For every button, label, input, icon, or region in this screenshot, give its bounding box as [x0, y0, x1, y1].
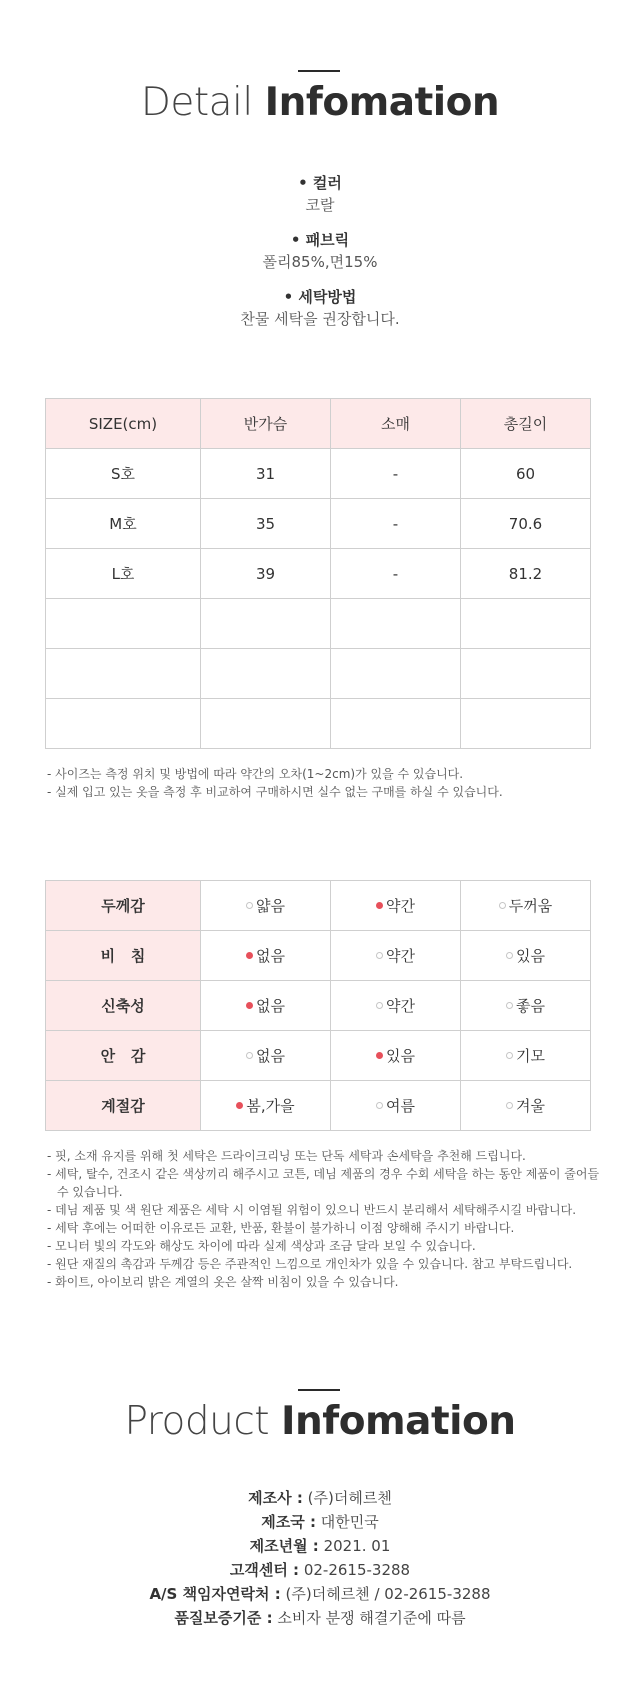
title-bold-part: Infomation: [280, 1399, 516, 1444]
table-row: [46, 699, 591, 749]
sleeve-cell: [331, 649, 461, 699]
spec-color: [0, 172, 640, 216]
indicator-dot: [246, 952, 253, 959]
feel-option-text: 약간: [386, 997, 415, 1015]
info-label: 제조국 :: [261, 1513, 316, 1531]
feel-option: [331, 1031, 461, 1081]
length-cell: [461, 649, 591, 699]
sleeve-cell: -: [331, 549, 461, 599]
sleeve-cell: [331, 699, 461, 749]
feel-option-text: 두꺼움: [508, 897, 553, 915]
info-value: 2021. 01: [323, 1537, 391, 1555]
length-cell: 70.6: [461, 499, 591, 549]
feel-row-season: [46, 1081, 591, 1131]
table-row: [46, 549, 591, 599]
feel-row-label: 안 감: [46, 1031, 201, 1081]
feel-option-text: 약간: [386, 947, 415, 965]
spec-label: • 패브릭: [290, 231, 350, 249]
feel-option: [461, 881, 591, 931]
care-notes: [47, 1147, 607, 1291]
chest-cell: 39: [201, 549, 331, 599]
product-info-row: [0, 1582, 640, 1606]
chest-cell: 35: [201, 499, 331, 549]
length-cell: [461, 599, 591, 649]
product-info-row: [0, 1510, 640, 1534]
feel-row-label: 신축성: [46, 981, 201, 1031]
sleeve-column-header: 소매: [331, 399, 461, 449]
size-table-header-row: [46, 399, 591, 449]
product-info-row: [0, 1558, 640, 1582]
product-information-title: [0, 1399, 640, 1444]
indicator-dot: [246, 1002, 253, 1009]
feel-row-lining: [46, 1031, 591, 1081]
feel-option-text: 겨울: [516, 1097, 545, 1115]
feel-option: [331, 881, 461, 931]
info-value: 대한민국: [320, 1513, 379, 1531]
product-info-row: [0, 1534, 640, 1558]
size-table: [45, 398, 591, 749]
indicator-dot: [236, 1102, 243, 1109]
chest-column-header: 반가슴: [201, 399, 331, 449]
product-info-row: [0, 1606, 640, 1630]
size-cell: [46, 649, 201, 699]
indicator-dot: [376, 1052, 383, 1059]
feel-option: [201, 931, 331, 981]
length-column-header: 총길이: [461, 399, 591, 449]
info-label: 제조년월 :: [249, 1537, 319, 1555]
chest-cell: [201, 599, 331, 649]
size-column-header: SIZE(cm): [46, 399, 201, 449]
detail-information-title: [0, 80, 640, 125]
size-cell: [46, 699, 201, 749]
note-line: - 사이즈는 측정 위치 및 방법에 따라 약간의 오차(1~2cm)가 있을 수 있습니다.: [47, 767, 464, 781]
feel-row-label: 계절감: [46, 1081, 201, 1131]
size-cell: S호: [46, 449, 201, 499]
feel-option: [201, 1031, 331, 1081]
feel-option-text: 약간: [386, 897, 415, 915]
feel-option: [201, 881, 331, 931]
section-divider-bar: [298, 1389, 340, 1391]
note-line: - 데님 제품 및 색 원단 제품은 세탁 시 이염될 위험이 있으니 반드시 분리해서 세탁해주시길 바랍니다.: [47, 1203, 577, 1217]
indicator-dot: [246, 1052, 253, 1059]
feel-option: [461, 931, 591, 981]
indicator-dot: [376, 1102, 383, 1109]
feel-row-label: 두께감: [46, 881, 201, 931]
info-value: 02-2615-3288: [303, 1561, 411, 1579]
indicator-dot: [376, 902, 383, 909]
spec-fabric: [0, 229, 640, 273]
indicator-dot: [506, 1102, 513, 1109]
feel-option-text: 봄,가을: [246, 1097, 295, 1115]
feel-option-text: 기모: [516, 1047, 545, 1065]
info-label: A/S 책임자연락처 :: [149, 1585, 281, 1603]
length-cell: [461, 699, 591, 749]
size-cell: L호: [46, 549, 201, 599]
product-info-row: [0, 1486, 640, 1510]
indicator-dot: [376, 1002, 383, 1009]
note-line: - 세탁 후에는 어떠한 이유로든 교환, 반품, 환불이 불가하니 이점 양해해 주시기 바랍니다.: [47, 1221, 515, 1235]
note-line: - 모니터 빛의 각도와 해상도 차이에 따라 실제 색상과 조금 달라 보일 수 있습니다.: [47, 1239, 476, 1253]
chest-cell: 31: [201, 449, 331, 499]
info-label: 고객센터 :: [229, 1561, 300, 1579]
length-cell: 81.2: [461, 549, 591, 599]
indicator-dot: [246, 902, 253, 909]
info-value: (주)더헤르첸: [307, 1489, 392, 1507]
size-cell: M호: [46, 499, 201, 549]
indicator-dot: [376, 952, 383, 959]
note-line: - 실제 입고 있는 옷을 측정 후 비교하여 구매하시면 실수 없는 구매를 하실 수 있습니다.: [47, 785, 503, 799]
info-value: (주)더헤르첸 / 02-2615-3288: [285, 1585, 491, 1603]
feel-row-sheerness: [46, 931, 591, 981]
feel-row-stretch: [46, 981, 591, 1031]
feel-option: [461, 1031, 591, 1081]
indicator-dot: [506, 952, 513, 959]
spec-value: 폴리85%,면15%: [262, 253, 378, 271]
feel-option: [201, 1081, 331, 1131]
section-divider-bar: [298, 70, 340, 72]
feel-option: [331, 1081, 461, 1131]
title-light-part: Product: [124, 1399, 270, 1444]
spec-value: 코랄: [305, 196, 335, 214]
note-line: - 세탁, 탈수, 건조시 같은 색상끼리 해주시고 코튼, 데님 제품의 경우 수회 세탁을 하는 동안 제품이 줄어들 수 있습니다.: [47, 1167, 600, 1199]
spec-washing: [0, 286, 640, 330]
feel-option-text: 좋음: [516, 997, 545, 1015]
note-line: - 원단 재질의 촉감과 두께감 등은 주관적인 느낌으로 개인차가 있을 수 있습니다. 참고 부탁드립니다.: [47, 1257, 573, 1271]
chest-cell: [201, 699, 331, 749]
feel-option: [461, 1081, 591, 1131]
feel-row-label: 비 침: [46, 931, 201, 981]
length-cell: 60: [461, 449, 591, 499]
feel-option-text: 있음: [386, 1047, 415, 1065]
feel-option-text: 얇음: [256, 897, 285, 915]
feel-option: [201, 981, 331, 1031]
spec-label: • 세탁방법: [283, 288, 357, 306]
sleeve-cell: -: [331, 449, 461, 499]
size-notes: [47, 765, 607, 801]
chest-cell: [201, 649, 331, 699]
fabric-feel-table: [45, 880, 591, 1131]
sleeve-cell: -: [331, 499, 461, 549]
feel-option: [331, 931, 461, 981]
feel-option-text: 없음: [256, 947, 285, 965]
note-line: - 핏, 소재 유지를 위해 첫 세탁은 드라이크리닝 또는 단독 세탁과 손세탁을 추천해 드립니다.: [47, 1149, 526, 1163]
feel-row-thickness: [46, 881, 591, 931]
title-light-part: Detail: [140, 80, 253, 125]
info-value: 소비자 분쟁 해결기준에 따름: [277, 1609, 466, 1627]
table-row: [46, 499, 591, 549]
indicator-dot: [506, 1052, 513, 1059]
sleeve-cell: [331, 599, 461, 649]
table-row: [46, 649, 591, 699]
info-label: 제조사 :: [248, 1489, 303, 1507]
info-label: 품질보증기준 :: [174, 1609, 273, 1627]
indicator-dot: [499, 902, 506, 909]
product-info-list: [0, 1486, 640, 1630]
table-row: [46, 599, 591, 649]
spec-value: 찬물 세탁을 권장합니다.: [240, 310, 400, 328]
feel-option-text: 있음: [516, 947, 545, 965]
note-line: - 화이트, 아이보리 밝은 계열의 옷은 살짝 비침이 있을 수 있습니다.: [47, 1275, 399, 1289]
feel-option: [461, 981, 591, 1031]
feel-option-text: 없음: [256, 997, 285, 1015]
title-bold-part: Infomation: [264, 80, 500, 125]
spec-label: • 컬러: [298, 174, 342, 192]
table-row: [46, 449, 591, 499]
feel-option-text: 없음: [256, 1047, 285, 1065]
size-cell: [46, 599, 201, 649]
feel-option: [331, 981, 461, 1031]
feel-option-text: 여름: [386, 1097, 415, 1115]
indicator-dot: [506, 1002, 513, 1009]
